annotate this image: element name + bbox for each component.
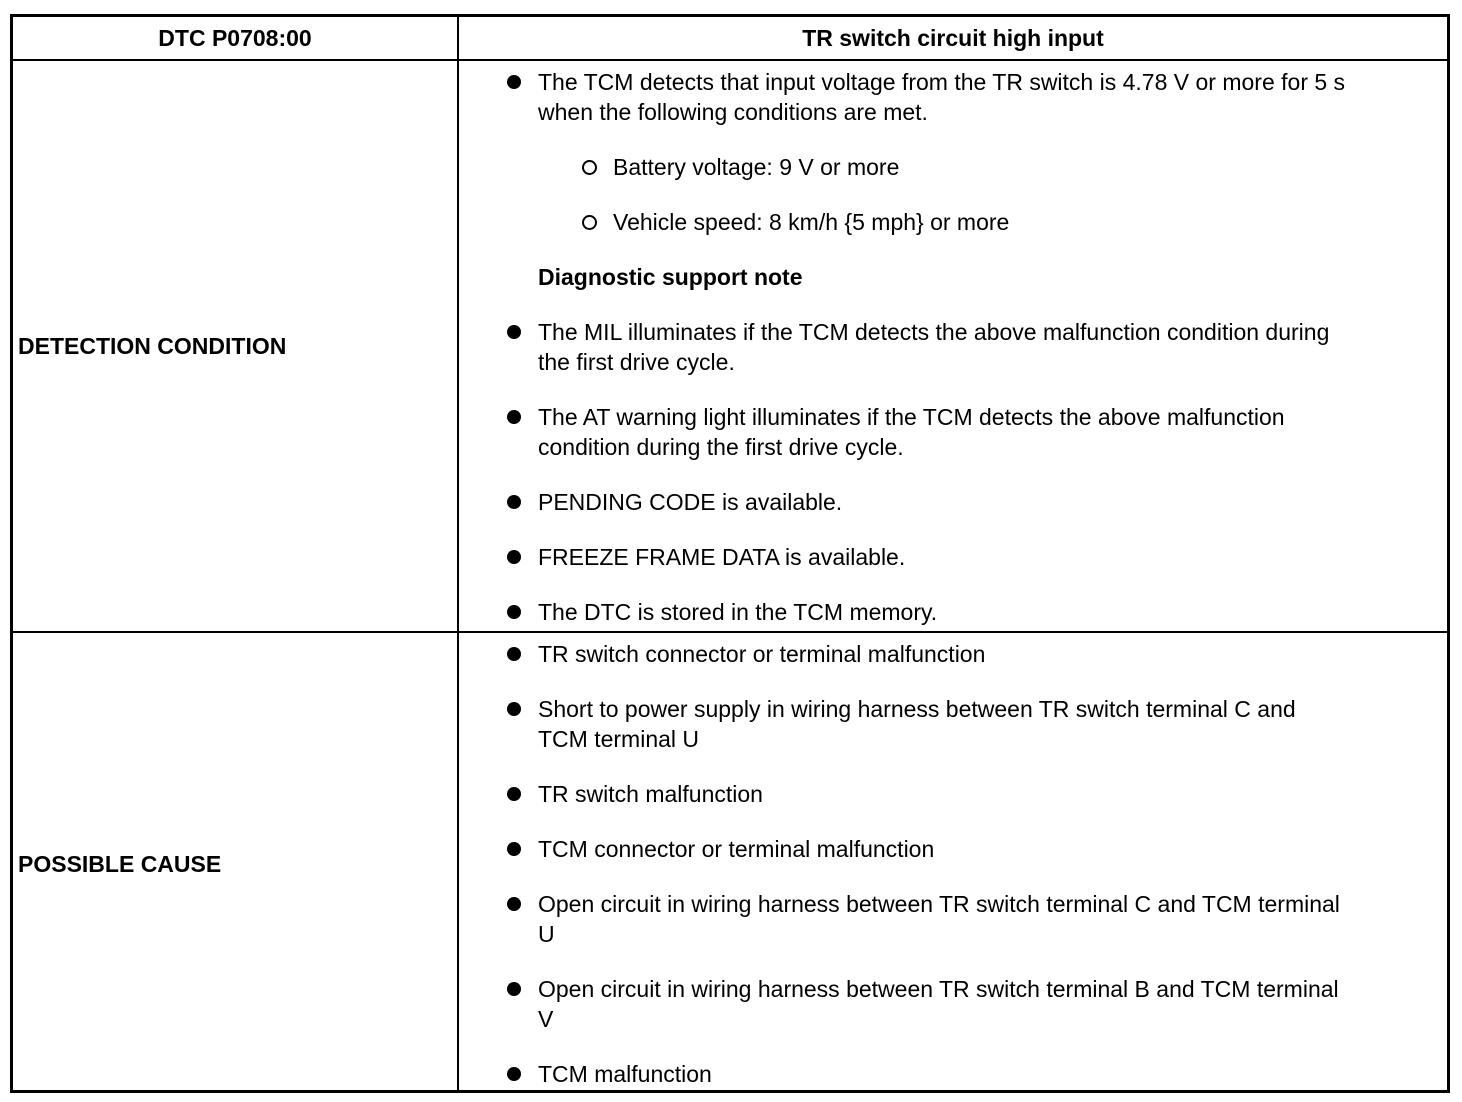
- dtc-code-header: DTC P0708:00: [158, 25, 312, 51]
- header-divider: [13, 59, 1447, 61]
- cause-text: TR switch connector or terminal malfunction: [538, 641, 986, 667]
- bullet-icon: [507, 325, 521, 339]
- condition-text: Vehicle speed: 8 km/h {5 mph} or more: [613, 209, 1010, 235]
- dtc-title-header: TR switch circuit high input: [802, 25, 1104, 51]
- detection-intro-text: The TCM detects that input voltage from the TR switch is 4.78 V or more for 5 s when the following conditions are met.: [538, 69, 1346, 125]
- bullet-icon: [507, 647, 521, 661]
- column-divider: [457, 17, 459, 1090]
- bullet-icon: [507, 410, 521, 424]
- bullet-icon: [507, 982, 521, 996]
- note-text: The MIL illuminates if the TCM detects the above malfunction condition during the first drive cycle.: [538, 319, 1330, 375]
- bullet-icon: [507, 495, 521, 509]
- cause-text: TCM malfunction: [538, 1061, 712, 1087]
- bullet-icon: [507, 842, 521, 856]
- bullet-icon: [507, 787, 521, 801]
- bullet-icon: [507, 702, 521, 716]
- condition-text: Battery voltage: 9 V or more: [613, 154, 900, 180]
- bullet-icon: [507, 1067, 521, 1081]
- note-text: FREEZE FRAME DATA is available.: [538, 544, 906, 570]
- bullet-icon: [507, 75, 521, 89]
- cause-text: Short to power supply in wiring harness between TR switch terminal C and TCM terminal U: [538, 696, 1296, 752]
- note-text: PENDING CODE is available.: [538, 489, 843, 515]
- note-text: The DTC is stored in the TCM memory.: [538, 599, 938, 625]
- detection-condition-label: DETECTION CONDITION: [18, 333, 287, 359]
- cause-text: Open circuit in wiring harness between TR switch terminal B and TCM terminal V: [538, 976, 1339, 1032]
- dtc-table: [10, 14, 1450, 1093]
- cause-text: TR switch malfunction: [538, 781, 763, 807]
- bullet-icon: [507, 550, 521, 564]
- row-divider: [13, 631, 1447, 633]
- bullet-icon: [507, 897, 521, 911]
- possible-cause-label: POSSIBLE CAUSE: [18, 851, 222, 877]
- cause-text: TCM connector or terminal malfunction: [538, 836, 935, 862]
- circle-bullet-icon: [582, 215, 597, 230]
- bullet-icon: [507, 605, 521, 619]
- note-text: The AT warning light illuminates if the TCM detects the above malfunction condition during the first drive cycle.: [538, 404, 1285, 460]
- circle-bullet-icon: [582, 160, 597, 175]
- diagnostic-note-heading: Diagnostic support note: [538, 264, 803, 290]
- cause-text: Open circuit in wiring harness between TR switch terminal C and TCM terminal U: [538, 891, 1340, 947]
